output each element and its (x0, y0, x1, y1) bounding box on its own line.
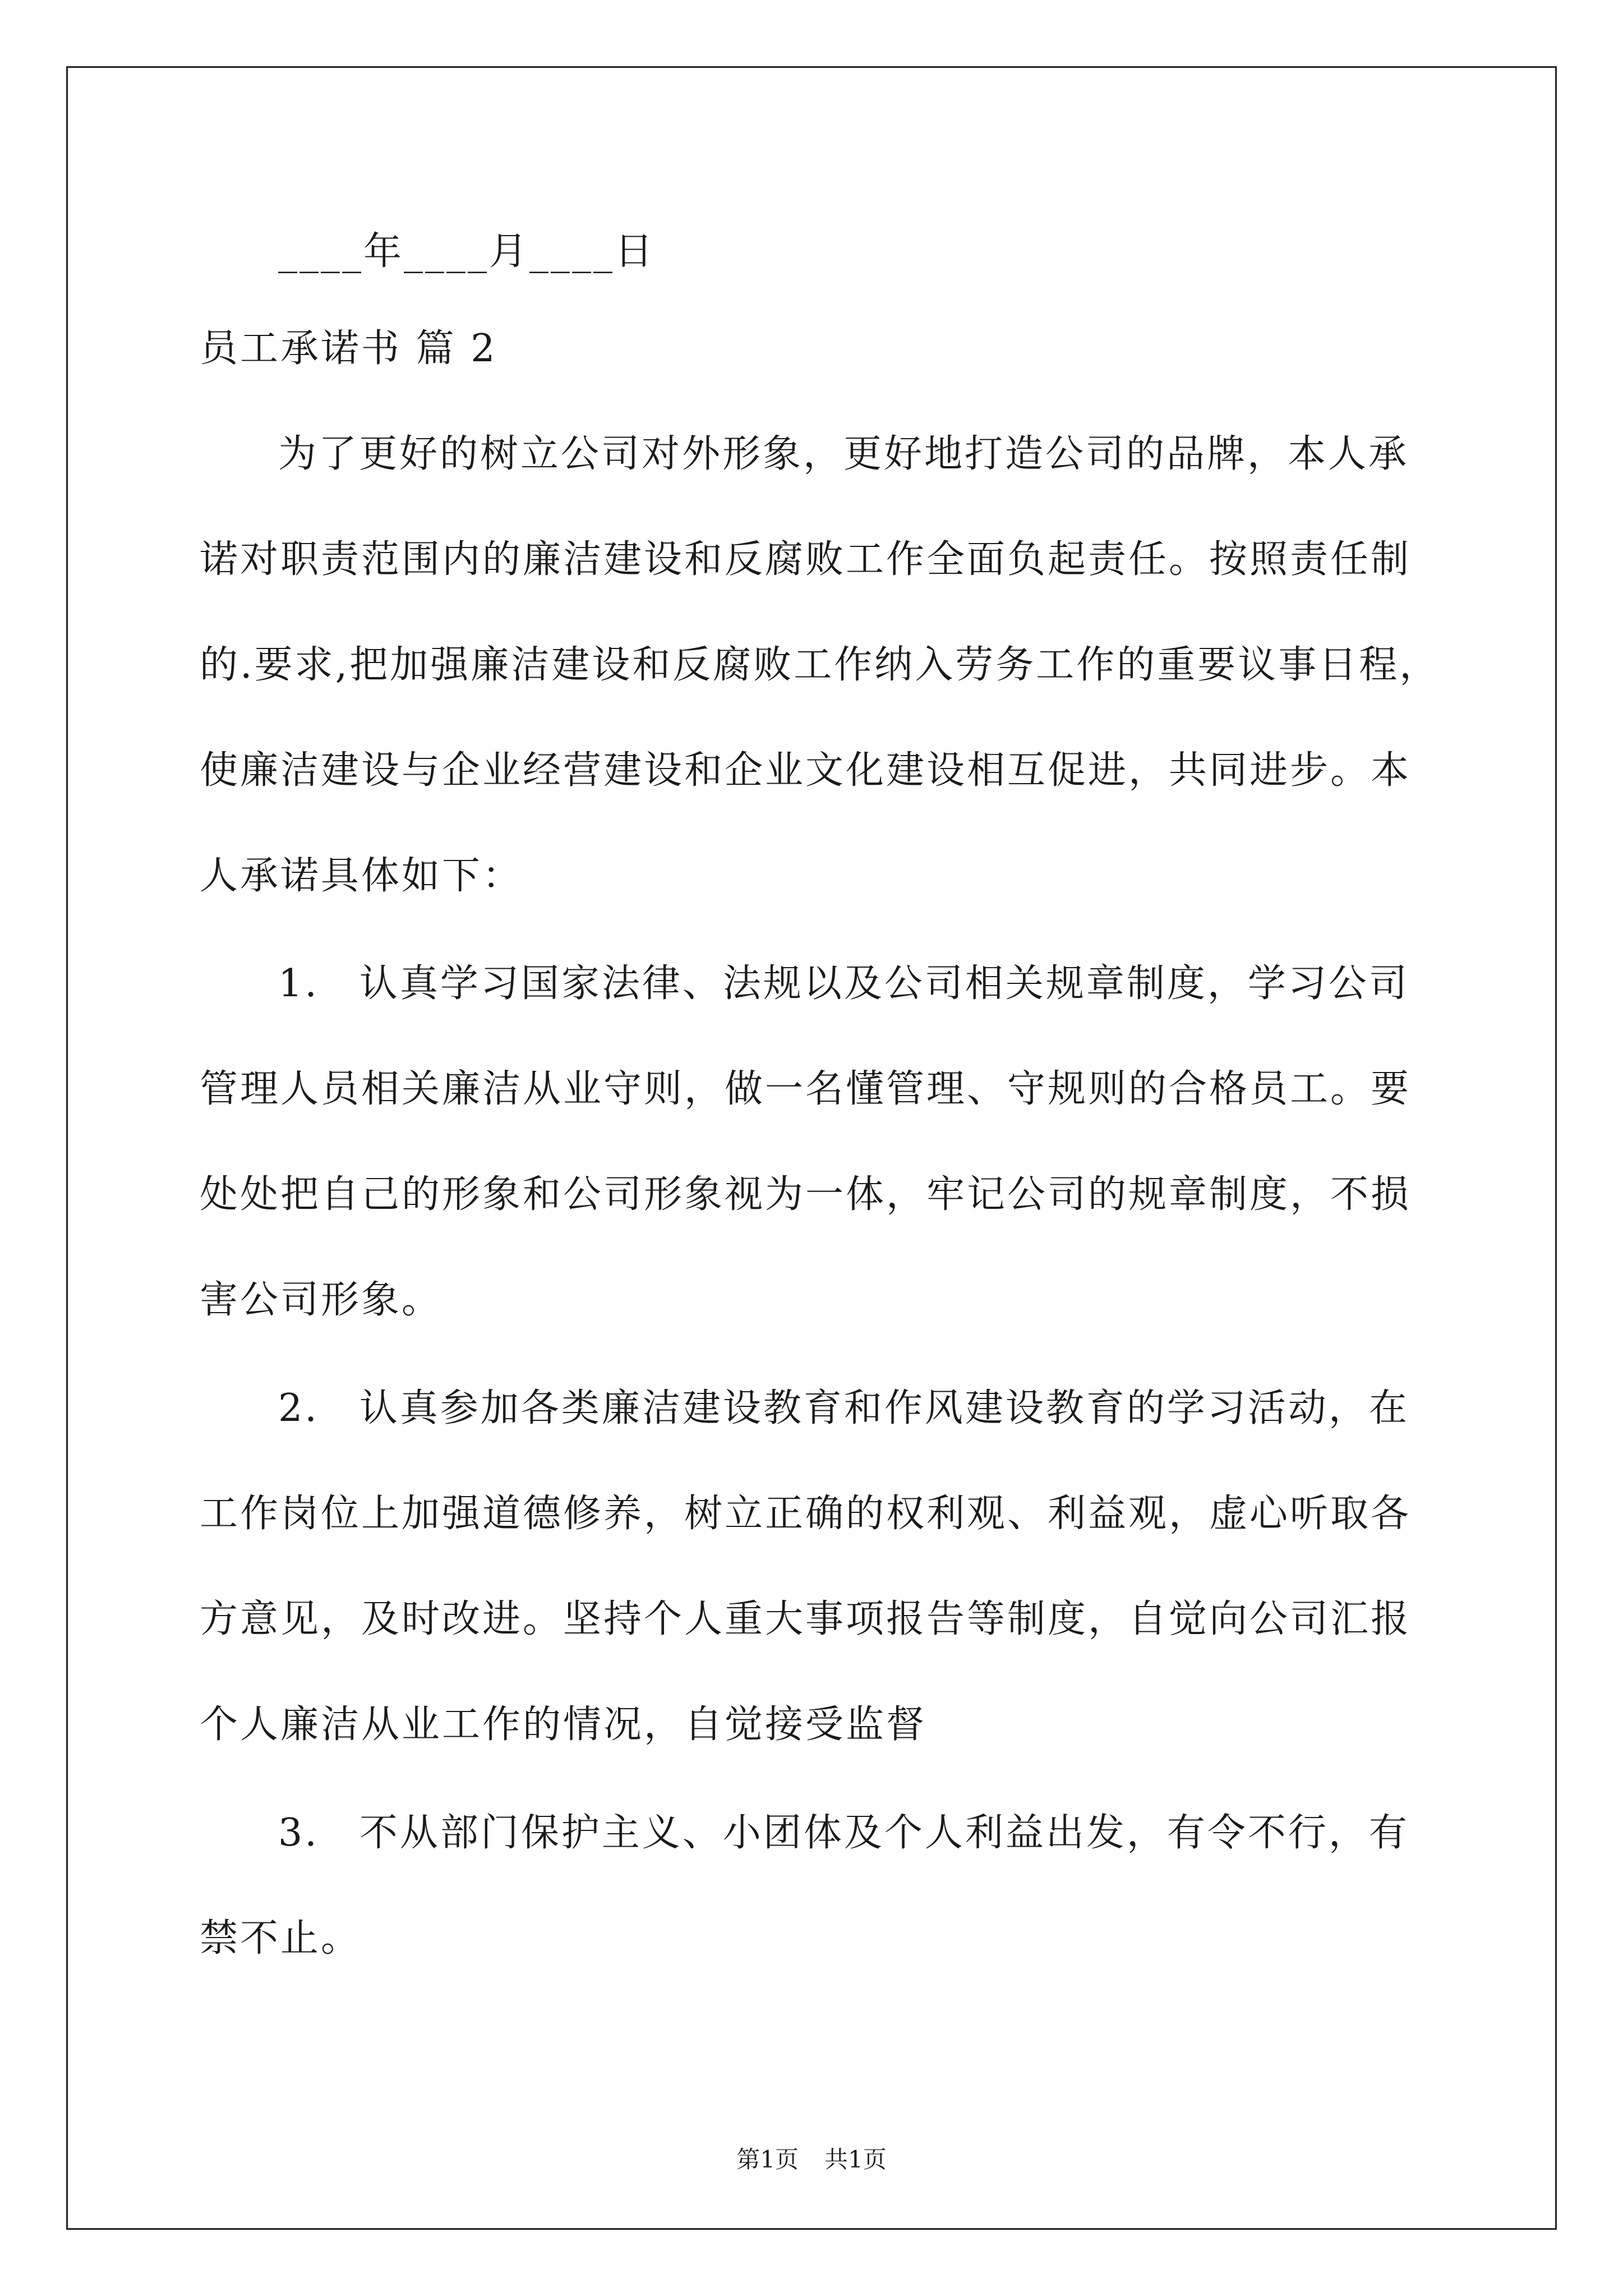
paragraph-line: 禁不止。 (200, 1916, 362, 1961)
paragraph-line: 害公司形象。 (200, 1278, 442, 1322)
page-total: 共1页 (824, 2146, 887, 2173)
paragraph-line: 诺对职责范围内的廉洁建设和反腐败工作全面负起责任。按照责任制 (200, 537, 1412, 582)
page-footer (0, 2143, 1623, 2177)
paragraph-line: 人承诺具体如下： (200, 854, 523, 898)
paragraph-line: 使廉洁建设与企业经营建设和企业文化建设相互促进，共同进步。本 (200, 748, 1412, 793)
section-heading (200, 296, 1433, 402)
date-line (200, 199, 1433, 305)
paragraph-line: 3. 不从部门保护主义、小团体及个人利益出发，有令不行，有 (278, 1811, 1409, 1855)
commitment-item-2 (200, 1356, 1433, 1778)
page-number: 第1页 (736, 2146, 799, 2173)
intro-paragraph (200, 402, 1440, 929)
date-text: ____年____月____日 (278, 229, 656, 274)
paragraph-line: 个人廉洁从业工作的情况，自觉接受监督 (200, 1703, 927, 1747)
paragraph-line: 为了更好的树立公司对外形象，更好地打造公司的品牌，本人承 (278, 432, 1409, 476)
paragraph-line: 1. 认真学习国家法律、法规以及公司相关规章制度，学习公司 (278, 961, 1409, 1006)
heading-text: 员工承诺书 篇 2 (200, 326, 497, 371)
paragraph-line: 工作岗位上加强道德修养，树立正确的权利观、利益观，虚心听取各 (200, 1492, 1412, 1536)
paragraph-line: 管理人员相关廉洁从业守则，做一名懂管理、守规则的合格员工。要 (200, 1067, 1412, 1111)
commitment-item-1 (200, 931, 1433, 1353)
commitment-item-3 (200, 1780, 1433, 1991)
paragraph-line: 的.要求,把加强廉洁建设和反腐败工作纳入劳务工作的重要议事日程， (200, 643, 1440, 687)
paragraph-line: 处处把自己的形象和公司形象视为一体，牢记公司的规章制度，不损 (200, 1172, 1412, 1217)
paragraph-line: 方意见，及时改进。坚持个人重大事项报告等制度，自觉向公司汇报 (200, 1597, 1412, 1641)
paragraph-line: 2. 认真参加各类廉洁建设教育和作风建设教育的学习活动，在 (278, 1386, 1409, 1430)
